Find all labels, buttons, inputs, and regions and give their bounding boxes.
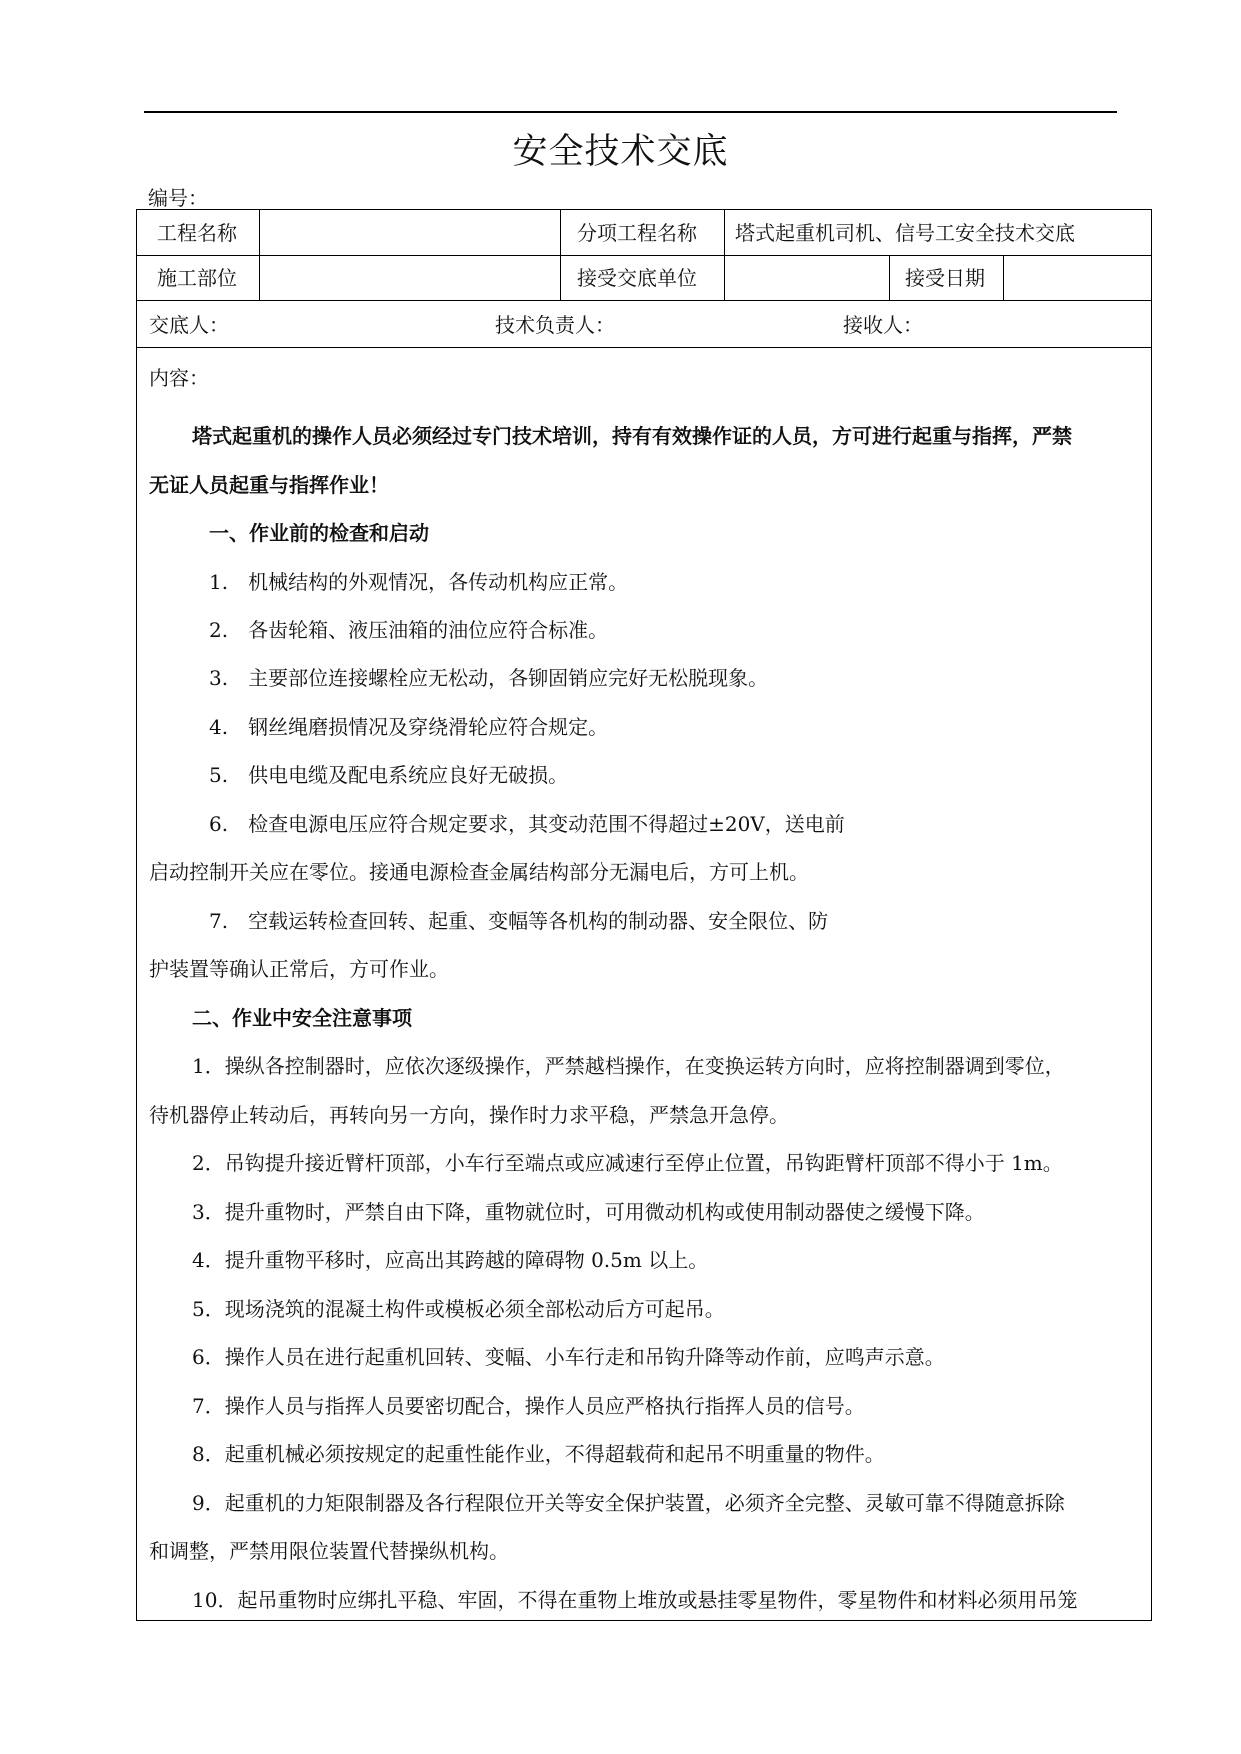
briefer-label: 交底人：	[149, 313, 229, 337]
column-divider	[259, 210, 260, 300]
project-name-label: 工程名称	[157, 221, 237, 245]
s1-item-6-line-2: 启动控制开关应在零位。接通电源检查金属结构部分无漏电后，方可上机。	[149, 860, 809, 884]
column-divider	[560, 210, 561, 300]
construction-part-label: 施工部位	[157, 266, 237, 290]
row-divider	[137, 255, 1151, 256]
receive-date-label: 接受日期	[905, 266, 985, 290]
intro-line-2: 无证人员起重与指挥作业！	[149, 473, 389, 497]
s1-item-1: 1. 机械结构的外观情况，各传动机构应正常。	[209, 570, 629, 594]
s2-item-9-line-2: 和调整，严禁用限位装置代替操纵机构。	[149, 1539, 509, 1563]
sub-project-label: 分项工程名称	[577, 221, 697, 245]
tech-lead-label: 技术负责人：	[495, 313, 615, 337]
top-rule	[144, 111, 1117, 113]
s2-item-2: 2．吊钩提升接近臂杆顶部，小车行至端点或应减速行至停止位置，吊钩距臂杆顶部不得小于 1m。	[192, 1151, 1063, 1175]
section-2-heading: 二、作业中安全注意事项	[192, 1006, 412, 1030]
content-label: 内容：	[149, 366, 209, 390]
sub-project-value: 塔式起重机司机、信号工安全技术交底	[735, 221, 1075, 245]
document-number-label: 编号：	[148, 186, 208, 210]
s2-item-6: 6．操作人员在进行起重机回转、变幅、小车行走和吊钩升降等动作前，应鸣声示意。	[192, 1345, 945, 1369]
intro-line-1: 塔式起重机的操作人员必须经过专门技术培训，持有有效操作证的人员，方可进行起重与指挥，严禁	[192, 424, 1072, 448]
s1-item-2: 2. 各齿轮箱、液压油箱的油位应符合标准。	[209, 618, 609, 642]
column-divider	[889, 255, 890, 300]
column-divider	[1003, 255, 1004, 300]
receiving-unit-label: 接受交底单位	[577, 266, 697, 290]
s1-item-7-line-2: 护装置等确认正常后，方可作业。	[149, 957, 449, 981]
s1-item-4: 4. 钢丝绳磨损情况及穿绕滑轮应符合规定。	[209, 715, 609, 739]
briefing-form	[136, 209, 1152, 1621]
s2-item-1-line-1: 1．操纵各控制器时，应依次逐级操作，严禁越档操作，在变换运转方向时，应将控制器调到零位，	[192, 1054, 1065, 1078]
document-title: 安全技术交底	[512, 132, 729, 172]
row-divider	[137, 347, 1151, 348]
section-1-heading: 一、作业前的检查和启动	[209, 521, 429, 545]
s1-item-6-line-1: 6. 检查电源电压应符合规定要求，其变动范围不得超过±20V，送电前	[209, 812, 845, 836]
s2-item-1-line-2: 待机器停止转动后，再转向另一方向，操作时力求平稳，严禁急开急停。	[149, 1103, 789, 1127]
s2-item-7: 7．操作人员与指挥人员要密切配合，操作人员应严格执行指挥人员的信号。	[192, 1394, 865, 1418]
s2-item-3: 3．提升重物时，严禁自由下降，重物就位时，可用微动机构或使用制动器使之缓慢下降。	[192, 1200, 985, 1224]
s1-item-5: 5. 供电电缆及配电系统应良好无破损。	[209, 763, 569, 787]
s2-item-4: 4．提升重物平移时，应高出其跨越的障碍物 0.5m 以上。	[192, 1248, 709, 1272]
s1-item-3: 3. 主要部位连接螺栓应无松动，各铆固销应完好无松脱现象。	[209, 666, 769, 690]
receiver-label: 接收人：	[843, 313, 923, 337]
s2-item-8: 8．起重机械必须按规定的起重性能作业，不得超载荷和起吊不明重量的物件。	[192, 1442, 885, 1466]
s2-item-5: 5．现场浇筑的混凝土构件或模板必须全部松动后方可起吊。	[192, 1297, 725, 1321]
column-divider	[724, 210, 725, 300]
s1-item-7-line-1: 7. 空载运转检查回转、起重、变幅等各机构的制动器、安全限位、防	[209, 909, 829, 933]
row-divider	[137, 300, 1151, 301]
s2-item-10: 10．起吊重物时应绑扎平稳、牢固，不得在重物上堆放或悬挂零星物件，零星物件和材料必须用吊笼	[192, 1588, 1078, 1612]
s2-item-9-line-1: 9．起重机的力矩限制器及各行程限位开关等安全保护装置，必须齐全完整、灵敏可靠不得随意拆除	[192, 1491, 1065, 1515]
